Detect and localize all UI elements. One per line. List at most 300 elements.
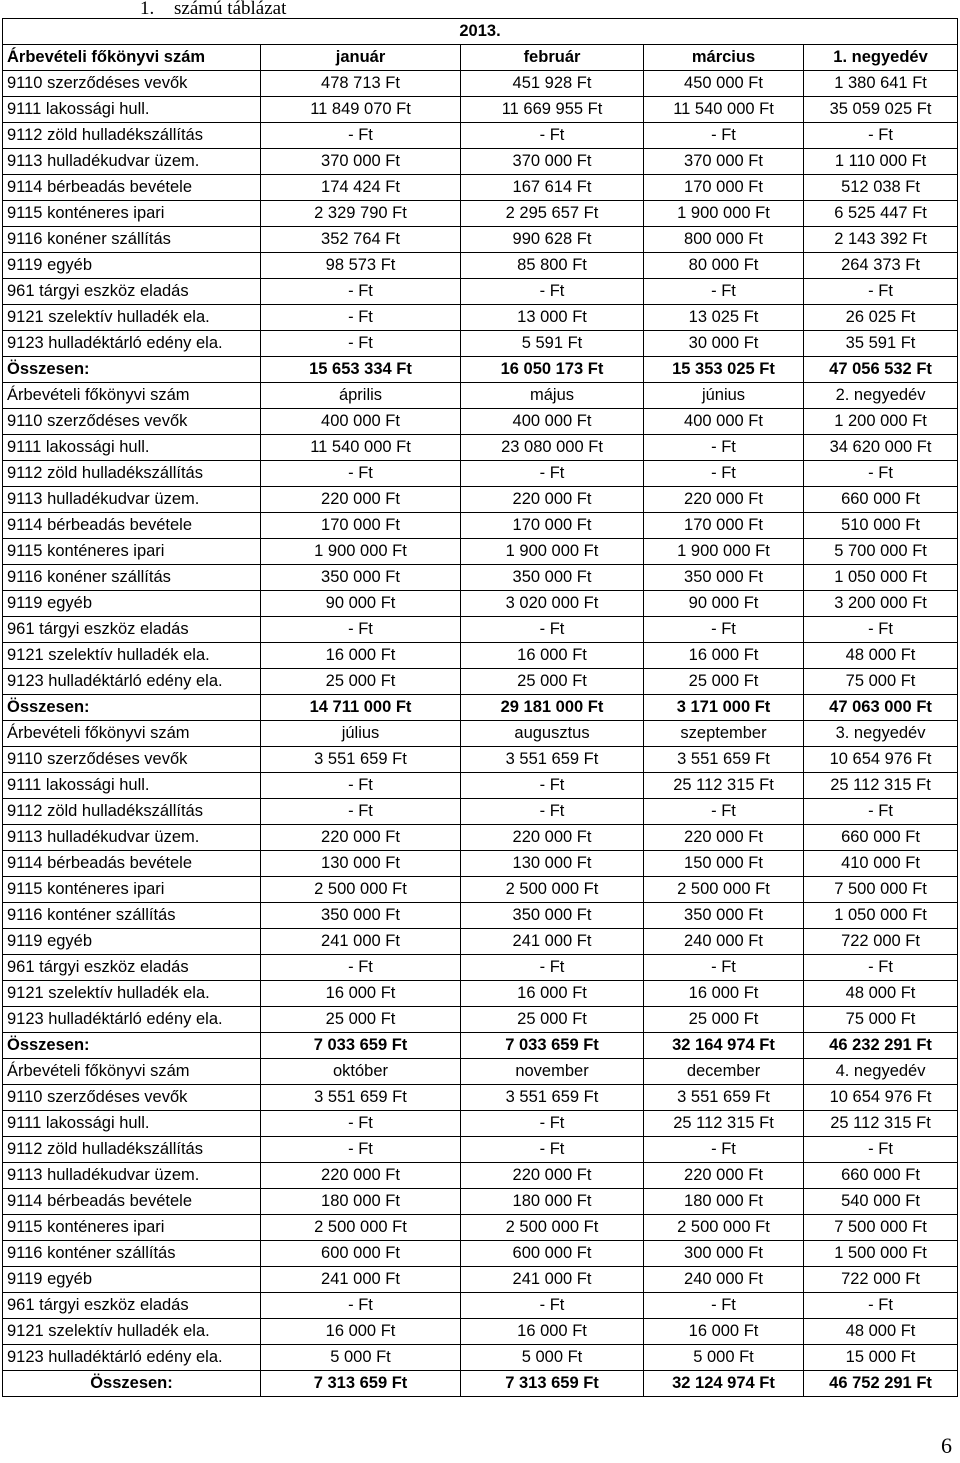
table-header-row <box>3 383 958 409</box>
amount-cell: 35 059 025 Ft <box>804 97 958 123</box>
account-name: 9114 bérbeadás bevétele <box>3 851 261 877</box>
amount-cell: 3 551 659 Ft <box>261 747 461 773</box>
amount-cell: 450 000 Ft <box>644 71 804 97</box>
table-header-row <box>3 721 958 747</box>
amount-cell: 2 500 000 Ft <box>261 877 461 903</box>
table-row <box>3 747 958 773</box>
table-row <box>3 1345 958 1371</box>
amount-cell: - Ft <box>804 955 958 981</box>
amount-cell: - Ft <box>644 617 804 643</box>
account-name: 9113 hulladékudvar üzem. <box>3 487 261 513</box>
amount-cell: - Ft <box>261 1111 461 1137</box>
amount-cell: 13 000 Ft <box>461 305 644 331</box>
account-name: 9110 szerződéses vevők <box>3 1085 261 1111</box>
account-name: 9119 egyéb <box>3 929 261 955</box>
amount-cell: 10 654 976 Ft <box>804 1085 958 1111</box>
amount-cell: 2 500 000 Ft <box>461 1215 644 1241</box>
amount-cell: 240 000 Ft <box>644 929 804 955</box>
total-amount: 15 653 334 Ft <box>261 357 461 383</box>
amount-cell: 1 900 000 Ft <box>261 539 461 565</box>
table-row <box>3 1007 958 1033</box>
amount-cell: - Ft <box>461 1293 644 1319</box>
table-row <box>3 513 958 539</box>
table-row <box>3 669 958 695</box>
amount-cell: 400 000 Ft <box>261 409 461 435</box>
year-label: 2013. <box>3 19 958 45</box>
amount-cell: 264 373 Ft <box>804 253 958 279</box>
table-row <box>3 1267 958 1293</box>
amount-cell: 48 000 Ft <box>804 1319 958 1345</box>
amount-cell: 400 000 Ft <box>461 409 644 435</box>
amount-cell: - Ft <box>461 123 644 149</box>
amount-cell: 220 000 Ft <box>461 1163 644 1189</box>
table-row <box>3 1137 958 1163</box>
amount-cell: 352 764 Ft <box>261 227 461 253</box>
table-row <box>3 331 958 357</box>
account-name: 9121 szelektív hulladék ela. <box>3 981 261 1007</box>
account-name: 9115 konténeres ipari <box>3 1215 261 1241</box>
table-row <box>3 201 958 227</box>
table-row <box>3 591 958 617</box>
amount-cell: 2 295 657 Ft <box>461 201 644 227</box>
amount-cell: 722 000 Ft <box>804 1267 958 1293</box>
account-name: 9112 zöld hulladékszállítás <box>3 799 261 825</box>
total-amount: 7 313 659 Ft <box>461 1371 644 1397</box>
account-name: 9119 egyéb <box>3 591 261 617</box>
amount-cell: 25 000 Ft <box>461 1007 644 1033</box>
amount-cell: 540 000 Ft <box>804 1189 958 1215</box>
amount-cell: 130 000 Ft <box>261 851 461 877</box>
header-account-label: Árbevételi főkönyvi szám <box>3 1059 261 1085</box>
table-row <box>3 617 958 643</box>
total-label: Összesen: <box>3 1033 261 1059</box>
amount-cell: 34 620 000 Ft <box>804 435 958 461</box>
amount-cell: 16 000 Ft <box>461 1319 644 1345</box>
amount-cell: 241 000 Ft <box>261 1267 461 1293</box>
month-header: szeptember <box>644 721 804 747</box>
table-row <box>3 903 958 929</box>
amount-cell: 170 000 Ft <box>644 175 804 201</box>
amount-cell: 220 000 Ft <box>644 1163 804 1189</box>
account-name: 9121 szelektív hulladék ela. <box>3 1319 261 1345</box>
amount-cell: - Ft <box>261 1293 461 1319</box>
month-header: május <box>461 383 644 409</box>
amount-cell: 85 800 Ft <box>461 253 644 279</box>
year-row <box>3 19 958 45</box>
amount-cell: 990 628 Ft <box>461 227 644 253</box>
amount-cell: 240 000 Ft <box>644 1267 804 1293</box>
amount-cell: 2 500 000 Ft <box>644 1215 804 1241</box>
table-row <box>3 97 958 123</box>
table-row <box>3 253 958 279</box>
amount-cell: - Ft <box>261 617 461 643</box>
amount-cell: - Ft <box>461 1111 644 1137</box>
amount-cell: 25 000 Ft <box>644 1007 804 1033</box>
amount-cell: - Ft <box>461 279 644 305</box>
table-row <box>3 123 958 149</box>
amount-cell: 350 000 Ft <box>644 565 804 591</box>
total-amount: 14 711 000 Ft <box>261 695 461 721</box>
amount-cell: 220 000 Ft <box>261 487 461 513</box>
total-label: Összesen: <box>3 1371 261 1397</box>
account-name: 9116 konténer szállítás <box>3 1241 261 1267</box>
amount-cell: 16 000 Ft <box>644 981 804 1007</box>
amount-cell: - Ft <box>804 1293 958 1319</box>
header-account-label: Árbevételi főkönyvi szám <box>3 383 261 409</box>
amount-cell: - Ft <box>804 1137 958 1163</box>
account-name: 9123 hulladéktárló edény ela. <box>3 669 261 695</box>
table-row <box>3 1163 958 1189</box>
total-row <box>3 695 958 721</box>
amount-cell: 48 000 Ft <box>804 643 958 669</box>
amount-cell: 2 500 000 Ft <box>461 877 644 903</box>
amount-cell: 3 551 659 Ft <box>461 1085 644 1111</box>
amount-cell: 11 669 955 Ft <box>461 97 644 123</box>
account-name: 9115 konténeres ipari <box>3 877 261 903</box>
table-row <box>3 981 958 1007</box>
amount-cell: 220 000 Ft <box>261 825 461 851</box>
table-row <box>3 565 958 591</box>
table-caption <box>140 0 286 20</box>
month-header: 3. negyedév <box>804 721 958 747</box>
table-row <box>3 461 958 487</box>
revenue-table <box>2 18 958 1397</box>
amount-cell: 1 110 000 Ft <box>804 149 958 175</box>
amount-cell: - Ft <box>644 123 804 149</box>
amount-cell: 16 000 Ft <box>261 981 461 1007</box>
amount-cell: 98 573 Ft <box>261 253 461 279</box>
amount-cell: 660 000 Ft <box>804 487 958 513</box>
account-name: 961 tárgyi eszköz eladás <box>3 1293 261 1319</box>
account-name: 9110 szerződéses vevők <box>3 71 261 97</box>
table-row <box>3 1111 958 1137</box>
total-amount: 7 313 659 Ft <box>261 1371 461 1397</box>
amount-cell: 1 500 000 Ft <box>804 1241 958 1267</box>
account-name: 9123 hulladéktárló edény ela. <box>3 1007 261 1033</box>
amount-cell: 170 000 Ft <box>261 513 461 539</box>
amount-cell: 1 050 000 Ft <box>804 903 958 929</box>
amount-cell: 410 000 Ft <box>804 851 958 877</box>
amount-cell: 80 000 Ft <box>644 253 804 279</box>
month-header: december <box>644 1059 804 1085</box>
table-row <box>3 1189 958 1215</box>
caption-text: számú táblázat <box>174 0 287 19</box>
amount-cell: 1 900 000 Ft <box>644 201 804 227</box>
amount-cell: 3 551 659 Ft <box>261 1085 461 1111</box>
amount-cell: 5 000 Ft <box>644 1345 804 1371</box>
amount-cell: 600 000 Ft <box>461 1241 644 1267</box>
account-name: 9113 hulladékudvar üzem. <box>3 149 261 175</box>
table-row <box>3 539 958 565</box>
amount-cell: - Ft <box>261 799 461 825</box>
amount-cell: 11 849 070 Ft <box>261 97 461 123</box>
amount-cell: 10 654 976 Ft <box>804 747 958 773</box>
table-row <box>3 877 958 903</box>
amount-cell: 350 000 Ft <box>461 565 644 591</box>
table-row <box>3 643 958 669</box>
table-row <box>3 955 958 981</box>
amount-cell: 7 500 000 Ft <box>804 877 958 903</box>
amount-cell: 400 000 Ft <box>644 409 804 435</box>
total-amount: 32 164 974 Ft <box>644 1033 804 1059</box>
total-row <box>3 1033 958 1059</box>
amount-cell: 220 000 Ft <box>261 1163 461 1189</box>
amount-cell: 16 000 Ft <box>644 643 804 669</box>
amount-cell: 241 000 Ft <box>261 929 461 955</box>
table-row <box>3 1085 958 1111</box>
table-row <box>3 773 958 799</box>
table-row <box>3 279 958 305</box>
amount-cell: - Ft <box>261 279 461 305</box>
amount-cell: 510 000 Ft <box>804 513 958 539</box>
amount-cell: 130 000 Ft <box>461 851 644 877</box>
amount-cell: 3 551 659 Ft <box>644 747 804 773</box>
amount-cell: 5 591 Ft <box>461 331 644 357</box>
amount-cell: - Ft <box>644 955 804 981</box>
amount-cell: 2 143 392 Ft <box>804 227 958 253</box>
amount-cell: 16 000 Ft <box>461 643 644 669</box>
month-header: június <box>644 383 804 409</box>
header-account-label: Árbevételi főkönyvi szám <box>3 721 261 747</box>
amount-cell: 25 112 315 Ft <box>804 773 958 799</box>
total-amount: 32 124 974 Ft <box>644 1371 804 1397</box>
amount-cell: 370 000 Ft <box>644 149 804 175</box>
account-name: 9114 bérbeadás bevétele <box>3 175 261 201</box>
page-number: 6 <box>941 1433 952 1458</box>
account-name: 9121 szelektív hulladék ela. <box>3 643 261 669</box>
amount-cell: 170 000 Ft <box>644 513 804 539</box>
header-account-label: Árbevételi főkönyvi szám <box>3 45 261 71</box>
amount-cell: 220 000 Ft <box>461 487 644 513</box>
amount-cell: 5 000 Ft <box>261 1345 461 1371</box>
table-row <box>3 1319 958 1345</box>
account-name: 961 tárgyi eszköz eladás <box>3 955 261 981</box>
total-amount: 7 033 659 Ft <box>461 1033 644 1059</box>
account-name: 9110 szerződéses vevők <box>3 409 261 435</box>
table-row <box>3 409 958 435</box>
table-row <box>3 851 958 877</box>
table-row <box>3 435 958 461</box>
amount-cell: - Ft <box>644 1293 804 1319</box>
amount-cell: 11 540 000 Ft <box>261 435 461 461</box>
month-header: április <box>261 383 461 409</box>
amount-cell: - Ft <box>644 1137 804 1163</box>
amount-cell: 3 020 000 Ft <box>461 591 644 617</box>
total-amount: 16 050 173 Ft <box>461 357 644 383</box>
amount-cell: - Ft <box>261 773 461 799</box>
amount-cell: 370 000 Ft <box>261 149 461 175</box>
table-row <box>3 227 958 253</box>
amount-cell: 512 038 Ft <box>804 175 958 201</box>
amount-cell: 11 540 000 Ft <box>644 97 804 123</box>
month-header: március <box>644 45 804 71</box>
total-label: Összesen: <box>3 357 261 383</box>
account-name: 9116 konténer szállítás <box>3 903 261 929</box>
amount-cell: 30 000 Ft <box>644 331 804 357</box>
month-header: február <box>461 45 644 71</box>
amount-cell: 350 000 Ft <box>261 903 461 929</box>
table-row <box>3 175 958 201</box>
amount-cell: 1 900 000 Ft <box>644 539 804 565</box>
caption-number: 1. <box>140 0 155 19</box>
amount-cell: 478 713 Ft <box>261 71 461 97</box>
amount-cell: - Ft <box>804 123 958 149</box>
account-name: 9112 zöld hulladékszállítás <box>3 1137 261 1163</box>
total-amount: 47 056 532 Ft <box>804 357 958 383</box>
amount-cell: 3 200 000 Ft <box>804 591 958 617</box>
account-name: 961 tárgyi eszköz eladás <box>3 279 261 305</box>
amount-cell: 370 000 Ft <box>461 149 644 175</box>
amount-cell: - Ft <box>461 461 644 487</box>
amount-cell: 3 551 659 Ft <box>461 747 644 773</box>
amount-cell: 1 050 000 Ft <box>804 565 958 591</box>
month-header: 1. negyedév <box>804 45 958 71</box>
amount-cell: 722 000 Ft <box>804 929 958 955</box>
amount-cell: 1 380 641 Ft <box>804 71 958 97</box>
amount-cell: - Ft <box>804 799 958 825</box>
account-name: 9111 lakossági hull. <box>3 97 261 123</box>
amount-cell: 180 000 Ft <box>461 1189 644 1215</box>
amount-cell: 23 080 000 Ft <box>461 435 644 461</box>
table-row <box>3 149 958 175</box>
amount-cell: 2 329 790 Ft <box>261 201 461 227</box>
amount-cell: - Ft <box>461 773 644 799</box>
amount-cell: 600 000 Ft <box>261 1241 461 1267</box>
amount-cell: - Ft <box>644 435 804 461</box>
account-name: 9121 szelektív hulladék ela. <box>3 305 261 331</box>
month-header: 4. negyedév <box>804 1059 958 1085</box>
total-amount: 15 353 025 Ft <box>644 357 804 383</box>
table-row <box>3 1241 958 1267</box>
month-header: november <box>461 1059 644 1085</box>
account-name: 9111 lakossági hull. <box>3 435 261 461</box>
amount-cell: 6 525 447 Ft <box>804 201 958 227</box>
amount-cell: 25 112 315 Ft <box>644 773 804 799</box>
amount-cell: 800 000 Ft <box>644 227 804 253</box>
table-header-row <box>3 1059 958 1085</box>
amount-cell: - Ft <box>261 1137 461 1163</box>
amount-cell: 3 551 659 Ft <box>644 1085 804 1111</box>
amount-cell: 167 614 Ft <box>461 175 644 201</box>
amount-cell: 174 424 Ft <box>261 175 461 201</box>
amount-cell: 16 000 Ft <box>261 1319 461 1345</box>
amount-cell: 5 000 Ft <box>461 1345 644 1371</box>
amount-cell: 241 000 Ft <box>461 1267 644 1293</box>
amount-cell: - Ft <box>644 279 804 305</box>
month-header: 2. negyedév <box>804 383 958 409</box>
amount-cell: 180 000 Ft <box>644 1189 804 1215</box>
amount-cell: 26 025 Ft <box>804 305 958 331</box>
account-name: 9119 egyéb <box>3 1267 261 1293</box>
account-name: 961 tárgyi eszköz eladás <box>3 617 261 643</box>
amount-cell: - Ft <box>261 461 461 487</box>
amount-cell: 1 200 000 Ft <box>804 409 958 435</box>
table-row <box>3 1215 958 1241</box>
amount-cell: 660 000 Ft <box>804 1163 958 1189</box>
amount-cell: 660 000 Ft <box>804 825 958 851</box>
amount-cell: 2 500 000 Ft <box>644 877 804 903</box>
amount-cell: - Ft <box>461 1137 644 1163</box>
amount-cell: 300 000 Ft <box>644 1241 804 1267</box>
amount-cell: 90 000 Ft <box>261 591 461 617</box>
account-name: 9114 bérbeadás bevétele <box>3 1189 261 1215</box>
amount-cell: 48 000 Ft <box>804 981 958 1007</box>
total-label: Összesen: <box>3 695 261 721</box>
table-row <box>3 305 958 331</box>
amount-cell: 25 112 315 Ft <box>644 1111 804 1137</box>
amount-cell: 25 000 Ft <box>261 669 461 695</box>
amount-cell: 150 000 Ft <box>644 851 804 877</box>
account-name: 9114 bérbeadás bevétele <box>3 513 261 539</box>
amount-cell: 350 000 Ft <box>644 903 804 929</box>
account-name: 9111 lakossági hull. <box>3 773 261 799</box>
table-row <box>3 799 958 825</box>
amount-cell: 5 700 000 Ft <box>804 539 958 565</box>
table-row <box>3 71 958 97</box>
total-amount: 46 752 291 Ft <box>804 1371 958 1397</box>
amount-cell: - Ft <box>804 461 958 487</box>
amount-cell: 350 000 Ft <box>461 903 644 929</box>
amount-cell: 25 112 315 Ft <box>804 1111 958 1137</box>
total-amount: 3 171 000 Ft <box>644 695 804 721</box>
table-row <box>3 929 958 955</box>
month-header: július <box>261 721 461 747</box>
month-header: augusztus <box>461 721 644 747</box>
account-name: 9123 hulladéktárló edény ela. <box>3 331 261 357</box>
account-name: 9112 zöld hulladékszállítás <box>3 123 261 149</box>
amount-cell: - Ft <box>804 617 958 643</box>
amount-cell: 241 000 Ft <box>461 929 644 955</box>
month-header: január <box>261 45 461 71</box>
amount-cell: - Ft <box>804 279 958 305</box>
amount-cell: 1 900 000 Ft <box>461 539 644 565</box>
amount-cell: 15 000 Ft <box>804 1345 958 1371</box>
table-row <box>3 825 958 851</box>
amount-cell: 25 000 Ft <box>461 669 644 695</box>
table-header-row <box>3 45 958 71</box>
total-amount: 29 181 000 Ft <box>461 695 644 721</box>
account-name: 9113 hulladékudvar üzem. <box>3 825 261 851</box>
account-name: 9123 hulladéktárló edény ela. <box>3 1345 261 1371</box>
amount-cell: - Ft <box>461 617 644 643</box>
amount-cell: 75 000 Ft <box>804 1007 958 1033</box>
amount-cell: - Ft <box>261 331 461 357</box>
amount-cell: - Ft <box>261 955 461 981</box>
account-name: 9111 lakossági hull. <box>3 1111 261 1137</box>
amount-cell: 2 500 000 Ft <box>261 1215 461 1241</box>
amount-cell: 220 000 Ft <box>461 825 644 851</box>
amount-cell: 25 000 Ft <box>261 1007 461 1033</box>
amount-cell: 90 000 Ft <box>644 591 804 617</box>
amount-cell: 451 928 Ft <box>461 71 644 97</box>
account-name: 9113 hulladékudvar üzem. <box>3 1163 261 1189</box>
amount-cell: 220 000 Ft <box>644 487 804 513</box>
amount-cell: 16 000 Ft <box>644 1319 804 1345</box>
total-amount: 7 033 659 Ft <box>261 1033 461 1059</box>
month-header: október <box>261 1059 461 1085</box>
amount-cell: 220 000 Ft <box>644 825 804 851</box>
amount-cell: - Ft <box>261 305 461 331</box>
account-name: 9119 egyéb <box>3 253 261 279</box>
account-name: 9116 konéner szállítás <box>3 227 261 253</box>
amount-cell: 180 000 Ft <box>261 1189 461 1215</box>
amount-cell: - Ft <box>644 461 804 487</box>
account-name: 9112 zöld hulladékszállítás <box>3 461 261 487</box>
total-row <box>3 1371 958 1397</box>
amount-cell: - Ft <box>644 799 804 825</box>
amount-cell: 7 500 000 Ft <box>804 1215 958 1241</box>
amount-cell: 350 000 Ft <box>261 565 461 591</box>
